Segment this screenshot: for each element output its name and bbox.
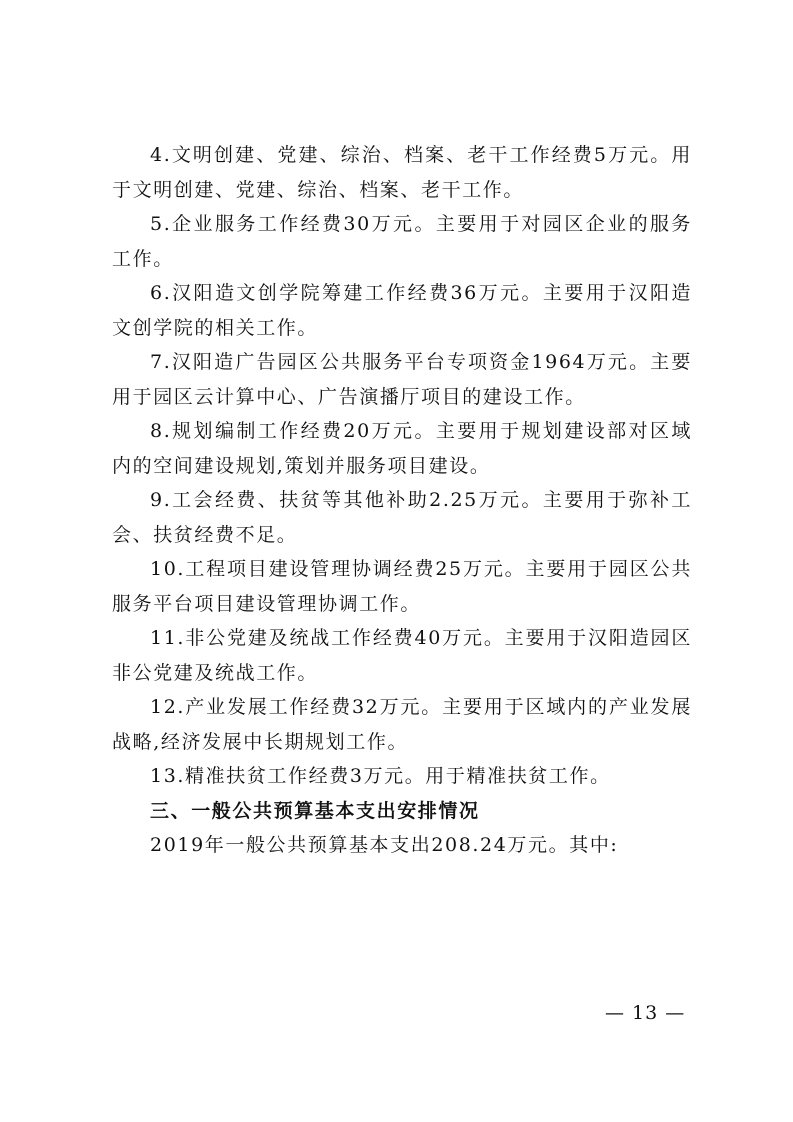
page-number: — 13 —: [605, 1002, 686, 1024]
paragraph-item-5: 5.企业服务工作经费30万元。主要用于对园区企业的服务工作。: [112, 213, 692, 270]
paragraph-item-8: 8.规划编制工作经费20万元。主要用于规划建设部对区域内的空间建设规划,策划并服务项目建设。: [112, 420, 692, 477]
paragraph-item-12: 12.产业发展工作经费32万元。主要用于区域内的产业发展战略,经济发展中长期规划工作。: [112, 696, 692, 753]
paragraph-item-11: 11.非公党建及统战工作经费40万元。主要用于汉阳造园区非公党建及统战工作。: [112, 627, 692, 684]
document-body: [112, 138, 692, 863]
paragraph-item-4: 4.文明创建、党建、综治、档案、老干工作经费5万元。用于文明创建、党建、综治、档案、老干工作。: [112, 144, 692, 201]
section-heading: 三、一般公共预算基本支出安排情况: [150, 799, 480, 822]
paragraph-item-10: 10.工程项目建设管理协调经费25万元。主要用于园区公共服务平台项目建设管理协调工作。: [112, 558, 692, 615]
paragraph-item-6: 6.汉阳造文创学院筹建工作经费36万元。主要用于汉阳造文创学院的相关工作。: [112, 282, 692, 339]
paragraph-item-7: 7.汉阳造广告园区公共服务平台专项资金1964万元。主要用于园区云计算中心、广告演播厅项目的建设工作。: [112, 351, 692, 408]
section-paragraph: 2019年一般公共预算基本支出208.24万元。其中:: [150, 834, 619, 856]
paragraph-item-9: 9.工会经费、扶贫等其他补助2.25万元。主要用于弥补工会、扶贫经费不足。: [112, 489, 692, 546]
paragraph-item-13: 13.精准扶贫工作经费3万元。用于精准扶贫工作。: [150, 765, 611, 787]
